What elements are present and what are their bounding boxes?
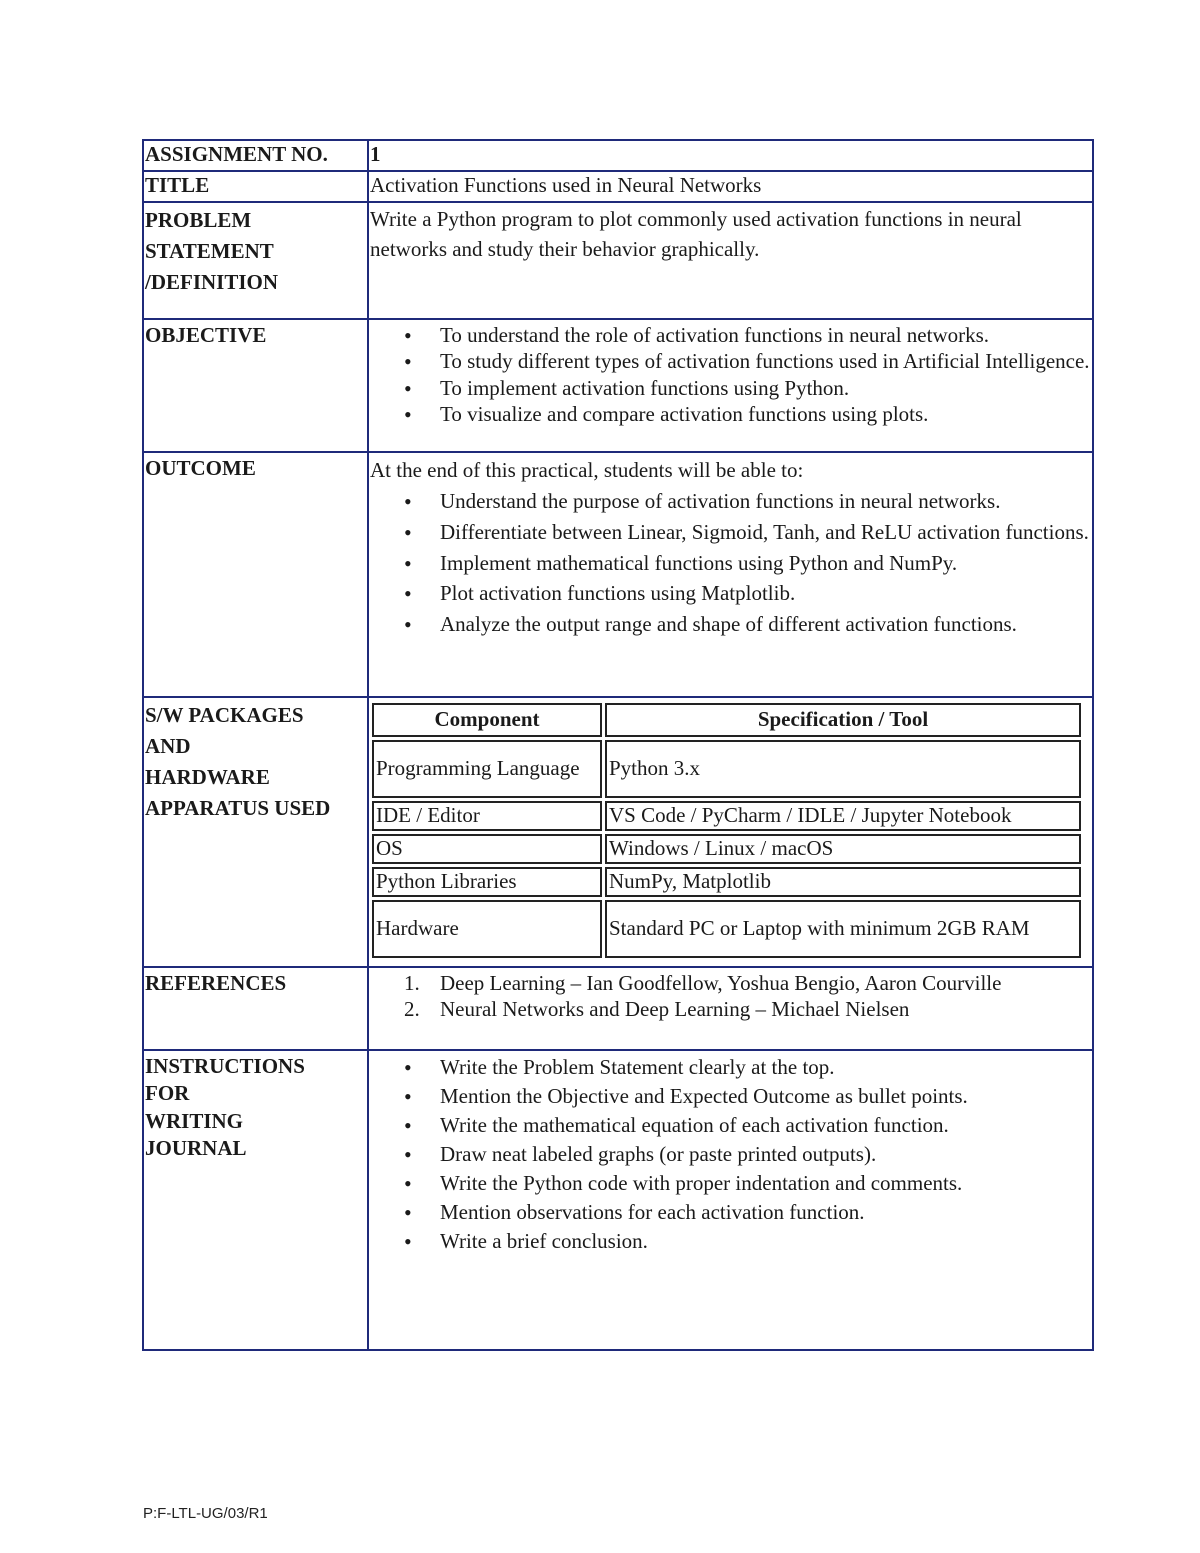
assignment-table: [142, 139, 1094, 1351]
problem-label-line: /DEFINITION: [145, 270, 279, 295]
component-cell: Programming Language: [372, 740, 602, 798]
table-row: [372, 801, 1081, 831]
packages-cell: [368, 697, 1093, 967]
packages-label-line: AND: [145, 734, 191, 759]
row-outcome: [143, 452, 1093, 697]
assignment-number: 1: [368, 140, 1093, 171]
title-label: TITLE: [143, 171, 368, 202]
list-item: • Draw neat labeled graphs (or paste printed outputs).: [440, 1140, 1092, 1169]
reference-text: Deep Learning – Ian Goodfellow, Yoshua Bengio, Aaron Courville: [440, 971, 1002, 995]
outcome-cell: [368, 452, 1093, 697]
list-item: • To study different types of activation functions used in Artificial Intelligence.: [440, 348, 1092, 374]
row-assignment: [143, 140, 1093, 171]
list-item: • Understand the purpose of activation functions in neural networks.: [440, 486, 1092, 517]
spec-cell: Windows / Linux / macOS: [605, 834, 1081, 864]
table-row: [372, 900, 1081, 958]
title-value: Activation Functions used in Neural Networks: [368, 171, 1093, 202]
problem-statement: Write a Python program to plot commonly used activation functions in neural networks and study their behavior graphically.: [368, 202, 1093, 319]
row-references: [143, 967, 1093, 1050]
component-cell: IDE / Editor: [372, 801, 602, 831]
problem-label-line: PROBLEM: [145, 208, 252, 232]
row-packages: [143, 697, 1093, 967]
packages-label-line: APPARATUS USED: [145, 796, 331, 821]
spec-cell: Python 3.x: [605, 740, 1081, 798]
list-item: • Implement mathematical functions using Python and NumPy.: [440, 548, 1092, 579]
references-cell: [368, 967, 1093, 1050]
list-item: • Mention the Objective and Expected Outcome as bullet points.: [440, 1082, 1092, 1111]
spec-cell: Standard PC or Laptop with minimum 2GB RAM: [605, 900, 1081, 958]
reference-number: 2.: [404, 997, 420, 1022]
row-instructions: [143, 1050, 1093, 1350]
list-item: • Write the mathematical equation of each activation function.: [440, 1111, 1092, 1140]
problem-label: [143, 202, 368, 319]
table-row: [372, 867, 1081, 897]
instructions-list: [370, 1053, 1092, 1256]
list-item: • Write the Problem Statement clearly at the top.: [440, 1053, 1092, 1082]
reference-text: Neural Networks and Deep Learning – Michael Nielsen: [440, 997, 910, 1022]
assignment-sheet: [142, 139, 1094, 1351]
outcome-list: [370, 486, 1092, 640]
objective-cell: [368, 319, 1093, 452]
list-item: • To understand the role of activation functions in neural networks.: [440, 322, 1092, 348]
packages-table: [369, 700, 1084, 961]
spec-cell: NumPy, Matplotlib: [605, 867, 1081, 897]
list-item: • To implement activation functions using Python.: [440, 375, 1092, 401]
table-row: [372, 740, 1081, 798]
list-item: • Analyze the output range and shape of different activation functions.: [440, 609, 1092, 640]
list-item: • Plot activation functions using Matplotlib.: [440, 578, 1092, 609]
document-code-footer: P:F-LTL-UG/03/R1: [143, 1505, 268, 1522]
spec-cell: VS Code / PyCharm / IDLE / Jupyter Notebook: [605, 801, 1081, 831]
table-row: [372, 834, 1081, 864]
row-title: [143, 171, 1093, 202]
instructions-label-line: INSTRUCTIONS: [145, 1054, 305, 1078]
list-item: • Mention observations for each activation function.: [440, 1198, 1092, 1227]
instructions-cell: [368, 1050, 1093, 1350]
assignment-label: ASSIGNMENT NO.: [143, 140, 368, 171]
component-cell: OS: [372, 834, 602, 864]
reference-number: 1.: [404, 971, 420, 995]
packages-header-component: Component: [372, 703, 602, 737]
list-item: [404, 996, 1092, 1022]
list-item: • Write the Python code with proper indentation and comments.: [440, 1169, 1092, 1198]
instructions-label-line: JOURNAL: [145, 1135, 247, 1160]
instructions-label: [143, 1050, 368, 1350]
packages-label-line: HARDWARE: [145, 765, 270, 790]
problem-label-line: STATEMENT: [145, 239, 274, 264]
list-item: [404, 970, 1092, 996]
packages-header-spec: Specification / Tool: [605, 703, 1081, 737]
outcome-intro: At the end of this practical, students will be able to:: [370, 458, 804, 482]
objective-list: [370, 322, 1092, 427]
row-objective: [143, 319, 1093, 452]
outcome-label: OUTCOME: [143, 452, 368, 697]
row-problem: [143, 202, 1093, 319]
references-label: REFERENCES: [143, 967, 368, 1050]
instructions-label-line: WRITING: [145, 1108, 244, 1133]
list-item: • To visualize and compare activation functions using plots.: [440, 401, 1092, 427]
list-item: • Differentiate between Linear, Sigmoid, Tanh, and ReLU activation functions.: [440, 517, 1092, 548]
instructions-label-line: FOR: [145, 1081, 190, 1106]
packages-label: [143, 697, 368, 967]
component-cell: Python Libraries: [372, 867, 602, 897]
packages-label-line: S/W PACKAGES: [145, 703, 304, 727]
packages-header-row: [372, 703, 1081, 737]
references-list: [370, 970, 1092, 1023]
component-cell: Hardware: [372, 900, 602, 958]
objective-label: OBJECTIVE: [143, 319, 368, 452]
list-item: • Write a brief conclusion.: [440, 1227, 1092, 1256]
